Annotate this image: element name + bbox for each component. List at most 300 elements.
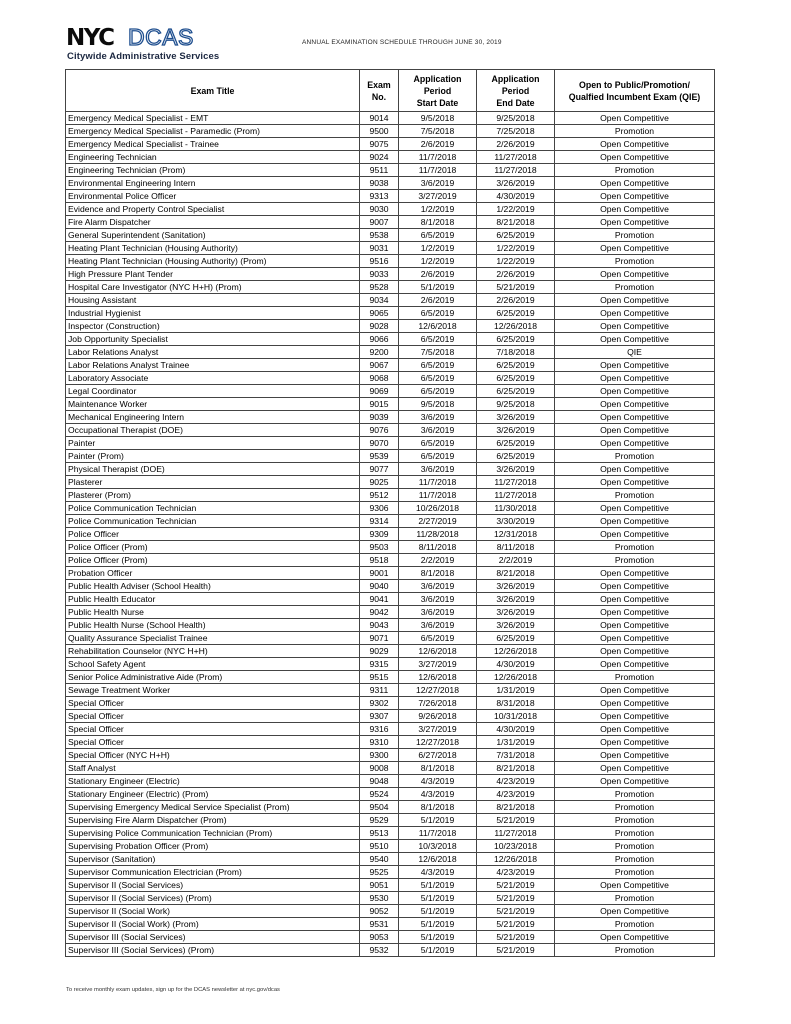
table-row bbox=[66, 385, 715, 398]
end-date-cell: 6/25/2019 bbox=[477, 333, 555, 346]
exam-number-cell: 9041 bbox=[360, 593, 399, 606]
exam-title-cell: Police Communication Technician bbox=[66, 515, 360, 528]
exam-title-cell: Police Officer (Prom) bbox=[66, 541, 360, 554]
table-row bbox=[66, 372, 715, 385]
table-row bbox=[66, 281, 715, 294]
exam-title-cell: Public Health Adviser (School Health) bbox=[66, 580, 360, 593]
table-row bbox=[66, 645, 715, 658]
start-date-cell: 2/27/2019 bbox=[399, 515, 477, 528]
table-row bbox=[66, 138, 715, 151]
end-date-cell: 3/26/2019 bbox=[477, 463, 555, 476]
exam-type-cell: Promotion bbox=[555, 814, 715, 827]
exam-number-cell: 9077 bbox=[360, 463, 399, 476]
table-row bbox=[66, 164, 715, 177]
exam-type-cell: Open Competitive bbox=[555, 151, 715, 164]
exam-title-cell: Environmental Engineering Intern bbox=[66, 177, 360, 190]
exam-type-cell: Open Competitive bbox=[555, 749, 715, 762]
end-date-cell: 8/21/2018 bbox=[477, 801, 555, 814]
start-date-cell: 4/3/2019 bbox=[399, 866, 477, 879]
exam-title-cell: Emergency Medical Specialist - Paramedic (Prom) bbox=[66, 125, 360, 138]
table-row bbox=[66, 567, 715, 580]
start-date-cell: 12/6/2018 bbox=[399, 645, 477, 658]
start-date-cell: 12/6/2018 bbox=[399, 853, 477, 866]
exam-type-cell: Promotion bbox=[555, 866, 715, 879]
exam-type-cell: Open Competitive bbox=[555, 177, 715, 190]
end-date-cell: 1/22/2019 bbox=[477, 255, 555, 268]
start-date-cell: 5/1/2019 bbox=[399, 931, 477, 944]
exam-title-cell: Laboratory Associate bbox=[66, 372, 360, 385]
exam-number-cell: 9540 bbox=[360, 853, 399, 866]
exam-type-cell: Open Competitive bbox=[555, 411, 715, 424]
table-row bbox=[66, 333, 715, 346]
exam-title-cell: Senior Police Administrative Aide (Prom) bbox=[66, 671, 360, 684]
exam-title-cell: Probation Officer bbox=[66, 567, 360, 580]
exam-type-cell: Promotion bbox=[555, 853, 715, 866]
table-row bbox=[66, 944, 715, 957]
exam-title-cell: Supervising Police Communication Technician (Prom) bbox=[66, 827, 360, 840]
exam-title-cell: Sewage Treatment Worker bbox=[66, 684, 360, 697]
table-row bbox=[66, 463, 715, 476]
end-date-cell: 8/11/2018 bbox=[477, 541, 555, 554]
table-row bbox=[66, 112, 715, 125]
exam-type-cell: Open Competitive bbox=[555, 723, 715, 736]
col-header-exam-type: Open to Public/Promotion/ Qualfied Incumbent Exam (QIE) bbox=[555, 70, 715, 112]
table-row bbox=[66, 151, 715, 164]
table-row bbox=[66, 502, 715, 515]
exam-number-cell: 9525 bbox=[360, 866, 399, 879]
exam-number-cell: 9309 bbox=[360, 528, 399, 541]
table-row bbox=[66, 489, 715, 502]
end-date-cell: 5/21/2019 bbox=[477, 879, 555, 892]
table-row bbox=[66, 320, 715, 333]
exam-title-cell: Supervising Emergency Medical Service Specialist (Prom) bbox=[66, 801, 360, 814]
start-date-cell: 5/1/2019 bbox=[399, 905, 477, 918]
exam-type-cell: Promotion bbox=[555, 918, 715, 931]
exam-number-cell: 9053 bbox=[360, 931, 399, 944]
table-row bbox=[66, 775, 715, 788]
exam-title-cell: Stationary Engineer (Electric) bbox=[66, 775, 360, 788]
exam-title-cell: Police Officer bbox=[66, 528, 360, 541]
start-date-cell: 8/11/2018 bbox=[399, 541, 477, 554]
start-date-cell: 6/5/2019 bbox=[399, 333, 477, 346]
end-date-cell: 5/21/2019 bbox=[477, 931, 555, 944]
start-date-cell: 3/6/2019 bbox=[399, 619, 477, 632]
exam-title-cell: Special Officer (NYC H+H) bbox=[66, 749, 360, 762]
table-row bbox=[66, 892, 715, 905]
col-header-start-date: Application Period Start Date bbox=[399, 70, 477, 112]
exam-title-cell: Evidence and Property Control Specialist bbox=[66, 203, 360, 216]
exam-number-cell: 9529 bbox=[360, 814, 399, 827]
exam-number-cell: 9503 bbox=[360, 541, 399, 554]
start-date-cell: 4/3/2019 bbox=[399, 788, 477, 801]
end-date-cell: 11/27/2018 bbox=[477, 164, 555, 177]
start-date-cell: 3/6/2019 bbox=[399, 177, 477, 190]
exam-title-cell: Staff Analyst bbox=[66, 762, 360, 775]
start-date-cell: 6/5/2019 bbox=[399, 385, 477, 398]
exam-title-cell: Physical Therapist (DOE) bbox=[66, 463, 360, 476]
exam-type-cell: Open Competitive bbox=[555, 320, 715, 333]
exam-type-cell: Promotion bbox=[555, 827, 715, 840]
table-row bbox=[66, 723, 715, 736]
start-date-cell: 3/6/2019 bbox=[399, 580, 477, 593]
start-date-cell: 3/6/2019 bbox=[399, 463, 477, 476]
exam-title-cell: Supervising Fire Alarm Dispatcher (Prom) bbox=[66, 814, 360, 827]
start-date-cell: 8/1/2018 bbox=[399, 762, 477, 775]
start-date-cell: 12/27/2018 bbox=[399, 684, 477, 697]
exam-type-cell: Open Competitive bbox=[555, 385, 715, 398]
table-row bbox=[66, 606, 715, 619]
exam-title-cell: Labor Relations Analyst bbox=[66, 346, 360, 359]
start-date-cell: 3/6/2019 bbox=[399, 411, 477, 424]
end-date-cell: 3/26/2019 bbox=[477, 606, 555, 619]
exam-title-cell: Public Health Educator bbox=[66, 593, 360, 606]
nyc-dcas-logo-icon bbox=[66, 24, 216, 50]
exam-title-cell: Supervisor II (Social Work) bbox=[66, 905, 360, 918]
end-date-cell: 7/18/2018 bbox=[477, 346, 555, 359]
exam-title-cell: Labor Relations Analyst Trainee bbox=[66, 359, 360, 372]
exam-title-cell: Heating Plant Technician (Housing Authority) bbox=[66, 242, 360, 255]
exam-title-cell: Police Officer (Prom) bbox=[66, 554, 360, 567]
exam-title-cell: Supervisor (Sanitation) bbox=[66, 853, 360, 866]
start-date-cell: 3/6/2019 bbox=[399, 606, 477, 619]
start-date-cell: 12/27/2018 bbox=[399, 736, 477, 749]
table-row bbox=[66, 437, 715, 450]
exam-type-cell: Open Competitive bbox=[555, 138, 715, 151]
end-date-cell: 3/26/2019 bbox=[477, 177, 555, 190]
exam-number-cell: 9314 bbox=[360, 515, 399, 528]
start-date-cell: 3/27/2019 bbox=[399, 190, 477, 203]
end-date-cell: 7/25/2018 bbox=[477, 125, 555, 138]
exam-title-cell: Special Officer bbox=[66, 736, 360, 749]
table-row bbox=[66, 177, 715, 190]
end-date-cell: 4/30/2019 bbox=[477, 190, 555, 203]
logo-subtitle: Citywide Administrative Services bbox=[67, 51, 220, 62]
exam-type-cell: Open Competitive bbox=[555, 528, 715, 541]
start-date-cell: 6/27/2018 bbox=[399, 749, 477, 762]
start-date-cell: 11/7/2018 bbox=[399, 164, 477, 177]
exam-type-cell: Promotion bbox=[555, 125, 715, 138]
end-date-cell: 3/26/2019 bbox=[477, 411, 555, 424]
exam-type-cell: Open Competitive bbox=[555, 684, 715, 697]
exam-number-cell: 9048 bbox=[360, 775, 399, 788]
exam-number-cell: 9310 bbox=[360, 736, 399, 749]
exam-type-cell: Open Competitive bbox=[555, 710, 715, 723]
table-row bbox=[66, 359, 715, 372]
start-date-cell: 6/5/2019 bbox=[399, 632, 477, 645]
start-date-cell: 6/5/2019 bbox=[399, 307, 477, 320]
exam-type-cell: Open Competitive bbox=[555, 606, 715, 619]
end-date-cell: 2/2/2019 bbox=[477, 554, 555, 567]
end-date-cell: 2/26/2019 bbox=[477, 294, 555, 307]
table-row bbox=[66, 216, 715, 229]
exam-number-cell: 9051 bbox=[360, 879, 399, 892]
start-date-cell: 5/1/2019 bbox=[399, 892, 477, 905]
exam-number-cell: 9511 bbox=[360, 164, 399, 177]
exam-type-cell: Promotion bbox=[555, 892, 715, 905]
table-row bbox=[66, 918, 715, 931]
end-date-cell: 8/21/2018 bbox=[477, 216, 555, 229]
exam-number-cell: 9065 bbox=[360, 307, 399, 320]
start-date-cell: 6/5/2019 bbox=[399, 229, 477, 242]
exam-number-cell: 9302 bbox=[360, 697, 399, 710]
exam-type-cell: Open Competitive bbox=[555, 424, 715, 437]
end-date-cell: 5/21/2019 bbox=[477, 281, 555, 294]
exam-number-cell: 9538 bbox=[360, 229, 399, 242]
exam-title-cell: Emergency Medical Specialist - EMT bbox=[66, 112, 360, 125]
end-date-cell: 6/25/2019 bbox=[477, 450, 555, 463]
start-date-cell: 5/1/2019 bbox=[399, 944, 477, 957]
end-date-cell: 12/26/2018 bbox=[477, 645, 555, 658]
table-row bbox=[66, 658, 715, 671]
end-date-cell: 11/30/2018 bbox=[477, 502, 555, 515]
start-date-cell: 11/7/2018 bbox=[399, 476, 477, 489]
svg-text:NYC: NYC bbox=[66, 25, 114, 50]
exam-number-cell: 9015 bbox=[360, 398, 399, 411]
exam-number-cell: 9008 bbox=[360, 762, 399, 775]
exam-number-cell: 9007 bbox=[360, 216, 399, 229]
exam-number-cell: 9030 bbox=[360, 203, 399, 216]
start-date-cell: 2/6/2019 bbox=[399, 268, 477, 281]
exam-type-cell: Promotion bbox=[555, 801, 715, 814]
start-date-cell: 1/2/2019 bbox=[399, 242, 477, 255]
exam-title-cell: Rehabilitation Counselor (NYC H+H) bbox=[66, 645, 360, 658]
end-date-cell: 6/25/2019 bbox=[477, 359, 555, 372]
exam-title-cell: Maintenance Worker bbox=[66, 398, 360, 411]
exam-number-cell: 9069 bbox=[360, 385, 399, 398]
exam-title-cell: Plasterer (Prom) bbox=[66, 489, 360, 502]
start-date-cell: 1/2/2019 bbox=[399, 255, 477, 268]
table-row bbox=[66, 814, 715, 827]
start-date-cell: 2/2/2019 bbox=[399, 554, 477, 567]
exam-title-cell: Supervisor II (Social Services) bbox=[66, 879, 360, 892]
end-date-cell: 8/31/2018 bbox=[477, 697, 555, 710]
exam-type-cell: Open Competitive bbox=[555, 476, 715, 489]
exam-type-cell: Promotion bbox=[555, 489, 715, 502]
end-date-cell: 6/25/2019 bbox=[477, 437, 555, 450]
exam-number-cell: 9532 bbox=[360, 944, 399, 957]
exam-title-cell: Quality Assurance Specialist Trainee bbox=[66, 632, 360, 645]
end-date-cell: 11/27/2018 bbox=[477, 827, 555, 840]
start-date-cell: 3/6/2019 bbox=[399, 593, 477, 606]
exam-title-cell: Plasterer bbox=[66, 476, 360, 489]
end-date-cell: 4/23/2019 bbox=[477, 788, 555, 801]
table-row bbox=[66, 346, 715, 359]
exam-type-cell: Promotion bbox=[555, 164, 715, 177]
table-row bbox=[66, 853, 715, 866]
start-date-cell: 3/6/2019 bbox=[399, 424, 477, 437]
start-date-cell: 8/1/2018 bbox=[399, 567, 477, 580]
end-date-cell: 2/26/2019 bbox=[477, 268, 555, 281]
start-date-cell: 1/2/2019 bbox=[399, 203, 477, 216]
end-date-cell: 1/22/2019 bbox=[477, 242, 555, 255]
exam-number-cell: 9014 bbox=[360, 112, 399, 125]
exam-number-cell: 9315 bbox=[360, 658, 399, 671]
table-row bbox=[66, 268, 715, 281]
start-date-cell: 3/27/2019 bbox=[399, 723, 477, 736]
table-row bbox=[66, 515, 715, 528]
exam-type-cell: Open Competitive bbox=[555, 645, 715, 658]
exam-title-cell: Job Opportunity Specialist bbox=[66, 333, 360, 346]
exam-number-cell: 9510 bbox=[360, 840, 399, 853]
exam-type-cell: Open Competitive bbox=[555, 268, 715, 281]
table-row bbox=[66, 580, 715, 593]
exam-number-cell: 9071 bbox=[360, 632, 399, 645]
start-date-cell: 6/5/2019 bbox=[399, 437, 477, 450]
exam-number-cell: 9524 bbox=[360, 788, 399, 801]
exam-type-cell: Open Competitive bbox=[555, 580, 715, 593]
end-date-cell: 1/31/2019 bbox=[477, 684, 555, 697]
exam-number-cell: 9316 bbox=[360, 723, 399, 736]
exam-type-cell: Promotion bbox=[555, 450, 715, 463]
exam-number-cell: 9033 bbox=[360, 268, 399, 281]
end-date-cell: 12/26/2018 bbox=[477, 320, 555, 333]
start-date-cell: 11/28/2018 bbox=[399, 528, 477, 541]
exam-number-cell: 9067 bbox=[360, 359, 399, 372]
exam-number-cell: 9306 bbox=[360, 502, 399, 515]
table-row bbox=[66, 398, 715, 411]
table-row bbox=[66, 593, 715, 606]
exam-type-cell: Open Competitive bbox=[555, 905, 715, 918]
start-date-cell: 5/1/2019 bbox=[399, 814, 477, 827]
exam-number-cell: 9043 bbox=[360, 619, 399, 632]
end-date-cell: 6/25/2019 bbox=[477, 229, 555, 242]
exam-number-cell: 9024 bbox=[360, 151, 399, 164]
exam-title-cell: Police Communication Technician bbox=[66, 502, 360, 515]
exam-title-cell: Mechanical Engineering Intern bbox=[66, 411, 360, 424]
end-date-cell: 3/26/2019 bbox=[477, 580, 555, 593]
exam-number-cell: 9039 bbox=[360, 411, 399, 424]
exam-title-cell: Hospital Care Investigator (NYC H+H) (Prom) bbox=[66, 281, 360, 294]
exam-title-cell: Supervisor III (Social Services) (Prom) bbox=[66, 944, 360, 957]
exam-title-cell: General Superintendent (Sanitation) bbox=[66, 229, 360, 242]
exam-number-cell: 9313 bbox=[360, 190, 399, 203]
table-row bbox=[66, 229, 715, 242]
exam-number-cell: 9025 bbox=[360, 476, 399, 489]
end-date-cell: 11/27/2018 bbox=[477, 476, 555, 489]
table-row bbox=[66, 697, 715, 710]
exam-title-cell: Industrial Hygienist bbox=[66, 307, 360, 320]
table-row bbox=[66, 788, 715, 801]
exam-number-cell: 9500 bbox=[360, 125, 399, 138]
table-row bbox=[66, 931, 715, 944]
exam-schedule-table bbox=[65, 69, 715, 957]
exam-title-cell: Painter bbox=[66, 437, 360, 450]
document-title: ANNUAL EXAMINATION SCHEDULE THROUGH JUNE 30, 2019 bbox=[302, 39, 502, 46]
exam-title-cell: Occupational Therapist (DOE) bbox=[66, 424, 360, 437]
exam-type-cell: Promotion bbox=[555, 229, 715, 242]
end-date-cell: 5/21/2019 bbox=[477, 814, 555, 827]
start-date-cell: 5/1/2019 bbox=[399, 879, 477, 892]
start-date-cell: 2/6/2019 bbox=[399, 294, 477, 307]
table-body bbox=[66, 112, 715, 957]
table-row bbox=[66, 671, 715, 684]
start-date-cell: 5/1/2019 bbox=[399, 918, 477, 931]
exam-type-cell: Open Competitive bbox=[555, 879, 715, 892]
exam-number-cell: 9001 bbox=[360, 567, 399, 580]
exam-number-cell: 9052 bbox=[360, 905, 399, 918]
exam-type-cell: Promotion bbox=[555, 840, 715, 853]
exam-title-cell: Legal Coordinator bbox=[66, 385, 360, 398]
exam-number-cell: 9300 bbox=[360, 749, 399, 762]
exam-number-cell: 9031 bbox=[360, 242, 399, 255]
exam-type-cell: Open Competitive bbox=[555, 242, 715, 255]
end-date-cell: 2/26/2019 bbox=[477, 138, 555, 151]
table-row bbox=[66, 294, 715, 307]
table-row bbox=[66, 203, 715, 216]
exam-title-cell: Special Officer bbox=[66, 723, 360, 736]
exam-type-cell: Open Competitive bbox=[555, 931, 715, 944]
start-date-cell: 9/5/2018 bbox=[399, 398, 477, 411]
table-row bbox=[66, 762, 715, 775]
end-date-cell: 12/31/2018 bbox=[477, 528, 555, 541]
exam-type-cell: Open Competitive bbox=[555, 307, 715, 320]
table-row bbox=[66, 840, 715, 853]
exam-type-cell: Promotion bbox=[555, 944, 715, 957]
end-date-cell: 9/25/2018 bbox=[477, 398, 555, 411]
exam-title-cell: Public Health Nurse (School Health) bbox=[66, 619, 360, 632]
table-row bbox=[66, 190, 715, 203]
exam-type-cell: Open Competitive bbox=[555, 567, 715, 580]
end-date-cell: 10/23/2018 bbox=[477, 840, 555, 853]
start-date-cell: 12/6/2018 bbox=[399, 671, 477, 684]
exam-title-cell: Public Health Nurse bbox=[66, 606, 360, 619]
exam-type-cell: Open Competitive bbox=[555, 502, 715, 515]
svg-text:DCAS: DCAS bbox=[128, 24, 194, 50]
start-date-cell: 6/5/2019 bbox=[399, 372, 477, 385]
exam-title-cell: Inspector (Construction) bbox=[66, 320, 360, 333]
end-date-cell: 7/31/2018 bbox=[477, 749, 555, 762]
exam-title-cell: Fire Alarm Dispatcher bbox=[66, 216, 360, 229]
exam-type-cell: Open Competitive bbox=[555, 762, 715, 775]
exam-title-cell: Special Officer bbox=[66, 710, 360, 723]
exam-type-cell: Open Competitive bbox=[555, 593, 715, 606]
table-row bbox=[66, 242, 715, 255]
exam-title-cell: Environmental Police Officer bbox=[66, 190, 360, 203]
start-date-cell: 8/1/2018 bbox=[399, 216, 477, 229]
dcas-logo bbox=[66, 24, 220, 64]
start-date-cell: 3/27/2019 bbox=[399, 658, 477, 671]
col-header-end-date: Application Period End Date bbox=[477, 70, 555, 112]
table-row bbox=[66, 801, 715, 814]
end-date-cell: 12/26/2018 bbox=[477, 853, 555, 866]
start-date-cell: 7/26/2018 bbox=[399, 697, 477, 710]
table-row bbox=[66, 905, 715, 918]
exam-type-cell: Promotion bbox=[555, 554, 715, 567]
table-row bbox=[66, 632, 715, 645]
exam-title-cell: High Pressure Plant Tender bbox=[66, 268, 360, 281]
end-date-cell: 12/26/2018 bbox=[477, 671, 555, 684]
end-date-cell: 9/25/2018 bbox=[477, 112, 555, 125]
exam-type-cell: Open Competitive bbox=[555, 775, 715, 788]
exam-number-cell: 9504 bbox=[360, 801, 399, 814]
table-row bbox=[66, 879, 715, 892]
exam-type-cell: Open Competitive bbox=[555, 190, 715, 203]
start-date-cell: 9/5/2018 bbox=[399, 112, 477, 125]
table-row bbox=[66, 255, 715, 268]
exam-type-cell: Promotion bbox=[555, 788, 715, 801]
end-date-cell: 5/21/2019 bbox=[477, 918, 555, 931]
end-date-cell: 3/26/2019 bbox=[477, 593, 555, 606]
exam-type-cell: Open Competitive bbox=[555, 112, 715, 125]
start-date-cell: 9/26/2018 bbox=[399, 710, 477, 723]
table-header-row bbox=[66, 70, 715, 112]
exam-type-cell: Open Competitive bbox=[555, 463, 715, 476]
end-date-cell: 1/31/2019 bbox=[477, 736, 555, 749]
start-date-cell: 7/5/2018 bbox=[399, 346, 477, 359]
table-row bbox=[66, 424, 715, 437]
exam-number-cell: 9512 bbox=[360, 489, 399, 502]
exam-number-cell: 9516 bbox=[360, 255, 399, 268]
